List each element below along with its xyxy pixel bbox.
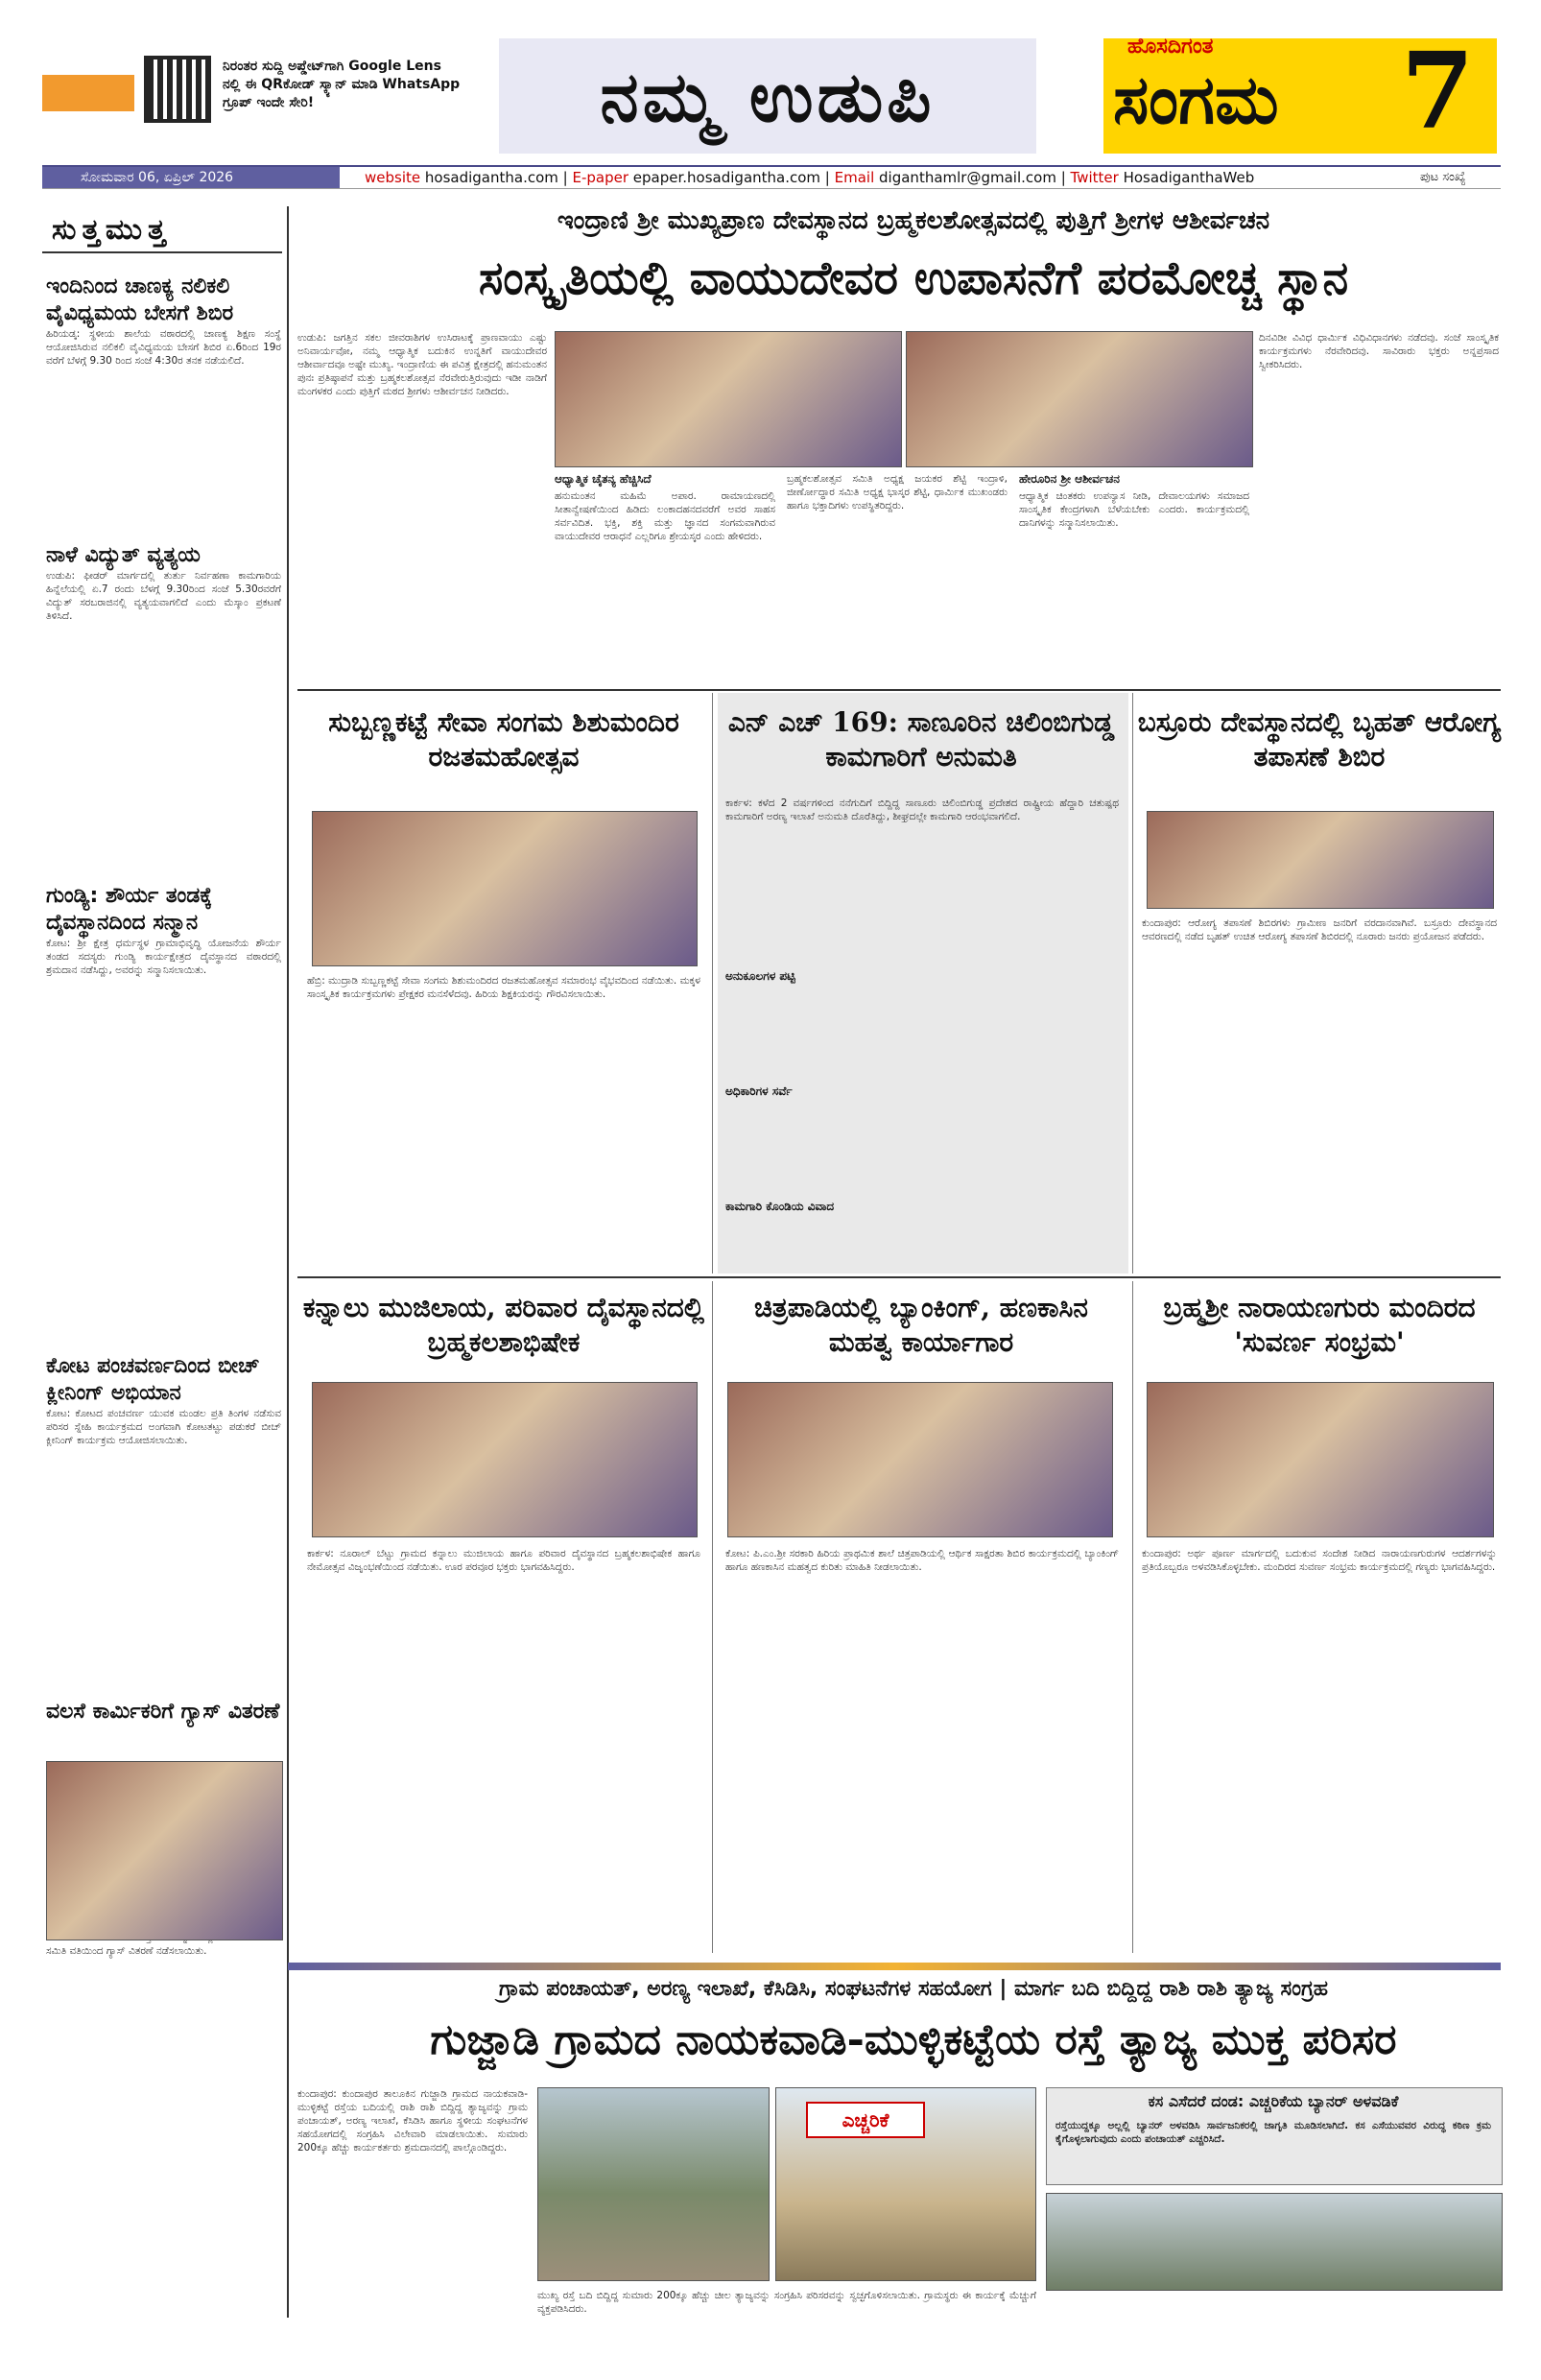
column-divider (1132, 693, 1133, 1273)
column-divider (1132, 1281, 1133, 1953)
story-photo (1147, 811, 1494, 909)
story-text: ಹೆಬ್ರಿ: ಮುದ್ರಾಡಿ ಸುಬ್ಬಣ್ಣಕಟ್ಟೆ ಸೇವಾ ಸಂಗಮ ಶಿಶುಮಂದಿರದ ರಜತಮಹೋತ್ಸವ ಸಮಾರಂಭ ವೈಭವದಿಂದ ನಡೆಯಿತು. ಮಕ್ಕಳ ಸಾಂಸ್ಕೃತಿಕ ಕಾರ್ಯಕ್ರಮಗಳು ಪ್ರೇಕ್ಷಕರ ಮನಸೆಳೆದವು. ಹಿರಿಯ ಶಿಕ್ಷಕಿಯರನ್ನು ಗೌರವಿಸಲಾಯಿತು. (307, 975, 700, 1000)
story-headline: ಎನ್ ಎಚ್ 169: ಸಾಣೂರಿನ ಚಿಲಿಂಬಿಗುಡ್ಡ ಕಾಮಗಾರಿಗೆ ಅನುಮತಿ (727, 706, 1115, 773)
sidebar-title: ಸುತ್ತಮುತ್ತ (52, 213, 172, 247)
sidebar-item-head: ಕೋಟ ಪಂಚವರ್ಣದಿಂದ ಬೀಚ್ ಕ್ಲೀನಿಂಗ್ ಅಭಿಯಾನ (46, 1354, 260, 1405)
bottom-text-2: ಮುಖ್ಯ ರಸ್ತೆ ಬದಿ ಬಿದ್ದಿದ್ದ ಸುಮಾರು 200ಕ್ಕೂ ಹೆಚ್ಚು ಚೀಲ ತ್ಯಾಜ್ಯವನ್ನು ಸಂಗ್ರಹಿಸಿ ಪರಿಸರವನ್ನು ಸ್ವಚ್ಛಗೊಳಿಸಲಾಯಿತು. ಗ್ರಾಮಸ್ಥರು ಈ ಕಾರ್ಯಕ್ಕೆ ಮೆಚ್ಚುಗೆ ವ್ಯಕ್ತಪಡಿಸಿದರು. (537, 2290, 1036, 2315)
lead-col-4: ಆಧ್ಯಾತ್ಮಿಕ ಚಿಂತಕರು ಉಪನ್ಯಾಸ ನೀಡಿ, ದೇವಾಲಯಗಳು ಸಮಾಜದ ಸಾಂಸ್ಕೃತಿಕ ಕೇಂದ್ರಗಳಾಗಿ ಬೆಳೆಯಬೇಕು ಎಂದರು. ಕಾರ್ಯಕ್ರಮದಲ್ಲಿ ದಾನಿಗಳನ್ನು ಸನ್ಮಾನಿಸಲಾಯಿತು. (1019, 490, 1249, 529)
story-text: ಕೋಟ: ಪಿ.ಎಂ.ಶ್ರೀ ಸರಕಾರಿ ಹಿರಿಯ ಪ್ರಾಥಮಿಕ ಶಾಲೆ ಚಿತ್ರಪಾಡಿಯಲ್ಲಿ ಆರ್ಥಿಕ ಸಾಕ್ಷರತಾ ಶಿಬಿರ ಕಾರ್ಯಕ್ರಮದಲ್ಲಿ ಬ್ಯಾಂಕಿಂಗ್ ಹಾಗೂ ಹಣಕಾಸಿನ ಮಹತ್ವದ ಕುರಿತು ಮಾಹಿತಿ ನೀಡಲಾಯಿತು. (725, 1548, 1119, 1573)
sidebar-item-text: ಉಡುಪಿ: ಫೀಡರ್ ಮಾರ್ಗದಲ್ಲಿ ತುರ್ತು ನಿರ್ವಹಣಾ ಕಾಮಗಾರಿಯ ಹಿನ್ನೆಲೆಯಲ್ಲಿ ಏ.7 ರಂದು ಬೆಳಗ್ಗೆ 9.30ರಿಂದ ಸಂಜೆ 5.30ರವರೆಗೆ ವಿದ್ಯುತ್ ಸರಬರಾಜಿನಲ್ಲಿ ವ್ಯತ್ಯಯವಾಗಲಿದೆ ಎಂದು ಮೆಸ್ಕಾಂ ಪ್ರಕಟಣೆ ತಿಳಿಸಿದೆ. (46, 570, 281, 622)
website-link[interactable]: hosadigantha.com (424, 169, 558, 186)
qr-code[interactable] (144, 56, 211, 123)
lead-kicker: ಇಂದ್ರಾಣಿ ಶ್ರೀ ಮುಖ್ಯಪ್ರಾಣ ದೇವಸ್ಥಾನದ ಬ್ರಹ್ಮಕಲಶೋತ್ಸವದಲ್ಲಿ ಪುತ್ತಿಗೆ ಶ್ರೀಗಳ ಆಶೀರ್ವಚನ (557, 206, 1270, 235)
info-links: website hosadigantha.com | E-paper epaper.hosadigantha.com | Email diganthamlr@gmail.com | Twitter HosadiganthaWeb (365, 169, 1255, 186)
lead-subhead-2: ಹೇರೂರಿನ ಶ್ರೀ ಆಶೀರ್ವಚನ (1019, 472, 1120, 486)
email-link[interactable]: diganthamlr@gmail.com (879, 169, 1056, 186)
story-photo (312, 811, 698, 966)
epaper-link[interactable]: epaper.hosadigantha.com (632, 169, 821, 186)
story-text: ಕಾರ್ಕಳ: ನೂರಾಲ್ ಬೆಟ್ಟು ಗ್ರಾಮದ ಕನ್ನಾಲು ಮುಜಿಲಾಯ ಹಾಗೂ ಪರಿವಾರ ದೈವಸ್ಥಾನದ ಬ್ರಹ್ಮಕಲಶಾಭಿಷೇಕ ಹಾಗೂ ನೇಮೋತ್ಸವ ವಿಜೃಂಭಣೆಯಿಂದ ನಡೆಯಿತು. ಊರ ಪರವೂರ ಭಕ್ತರು ಭಾಗವಹಿಸಿದ್ದರು. (307, 1548, 700, 1573)
lead-col-2: ಹನುಮಂತನ ಮಹಿಮೆ ಅಪಾರ. ರಾಮಾಯಣದಲ್ಲಿ ಸೀತಾನ್ವೇಷಣೆಯಿಂದ ಹಿಡಿದು ಲಂಕಾದಹನದವರೆಗೆ ಅವರ ಸಾಹಸ ಸರ್ವವಿದಿತ. ಭಕ್ತಿ, ಶಕ್ತಿ ಮತ್ತು ಜ್ಞಾನದ ಸಂಗಮವಾಗಿರುವ ವಾಯುದೇವರ ಆರಾಧನೆ ಎಲ್ಲರಿಗೂ ಶ್ರೇಯಸ್ಕರ ಎಂದು ಹೇಳಿದರು. (555, 490, 775, 542)
paper-title: ನಮ್ಮ ಉಡುಪಿ (600, 56, 936, 137)
page-tag: ಪುಟ ಸಂಖ್ಯೆ (1420, 170, 1466, 184)
epaper-label: E-paper (572, 169, 629, 186)
story-headline: ಕನ್ನಾಲು ಮುಜಿಲಾಯ, ಪರಿವಾರ ದೈವಸ್ಥಾನದಲ್ಲಿ ಬ್ರಹ್ಮಕಲಶಾಭಿಷೇಕ (302, 1292, 705, 1358)
story-photo (727, 1382, 1113, 1537)
bottom-photo-road (537, 2087, 770, 2281)
sidebar (42, 206, 289, 2318)
story-photo (312, 1382, 698, 1537)
story-subhead: ಕಾಮಗಾರಿ ಕೊಂಡಿಯ ವಿವಾದ (725, 1200, 835, 1213)
info-box-head: ಕಸ ಎಸೆದರೆ ದಂಡ: ಎಚ್ಚರಿಕೆಯ ಬ್ಯಾನರ್ ಅಳವಡಿಕೆ (1148, 2092, 1399, 2110)
qr-note: ನಿರಂತರ ಸುದ್ದಿ ಅಪ್ಡೇಟ್‌ಗಾಗಿ Google Lens ನಲ್ಲಿ ಈ QRಕೋಡ್ ಸ್ಕ್ಯಾನ್ ಮಾಡಿ WhatsApp ಗ್ರೂಪ್ ಇಂದೇ ಸೇರಿ! (223, 59, 461, 110)
sidebar-item-head: ವಲಸೆ ಕಾರ್ಮಿಕರಿಗೆ ಗ್ಯಾಸ್ ವಿತರಣೆ (46, 1700, 280, 1724)
page-number: 7 (1401, 29, 1475, 153)
story-photo (1147, 1382, 1494, 1537)
email-label: Email (834, 169, 875, 186)
sidebar-item-text: ಕೋಟ: ಶ್ರೀ ಕ್ಷೇತ್ರ ಧರ್ಮಸ್ಥಳ ಗ್ರಾಮಾಭಿವೃದ್ಧಿ ಯೋಜನೆಯ ಶೌರ್ಯ ತಂಡದ ಸದಸ್ಯರು ಗುಂಡ್ಯಿ ಕಾರ್ಯಕ್ಷೇತ್ರದ ದೈವಸ್ಥಾನದ ವಠಾರದಲ್ಲಿ ಶ್ರಮದಾನ ನಡೆಸಿದ್ದು, ಅವರನ್ನು ಸನ್ಮಾನಿಸಲಾಯಿತು. (46, 938, 281, 976)
twitter-link[interactable]: HosadiganthaWeb (1123, 169, 1255, 186)
sidebar-item-text: ಹಿರಿಯಡ್ಕ: ಸ್ಥಳೀಯ ಶಾಲೆಯ ವಠಾರದಲ್ಲಿ ಚಾಣಕ್ಯ ಶಿಕ್ಷಣ ಸಂಸ್ಥೆ ಆಯೋಜಿಸಿರುವ ನಲಿಕಲಿ ವೈವಿಧ್ಯಮಯ ಬೇಸಗೆ ಶಿಬಿರ ಏ.6ರಿಂದ 19ರ ವರೆಗೆ ಬೆಳಗ್ಗೆ 9.30 ರಿಂದ ಸಂಜೆ 4:30ರ ತನಕ ನಡೆಯಲಿದೆ. (46, 328, 281, 367)
sidebar-item-head: ಗುಂಡ್ಯಿ: ಶೌರ್ಯ ತಂಡಕ್ಕೆ ದೈವಸ್ಥಾನದಿಂದ ಸನ್ಮಾನ (46, 884, 213, 935)
lead-subhead-1: ಆಧ್ಯಾತ್ಮಿಕ ಚೈತನ್ಯ ಹೆಚ್ಚಿಸಿದೆ (555, 472, 652, 486)
story-headline: ಚಿತ್ರಪಾಡಿಯಲ್ಲಿ ಬ್ಯಾಂಕಿಂಗ್, ಹಣಕಾಸಿನ ಮಹತ್ವ ಕಾರ್ಯಾಗಾರ (754, 1292, 1088, 1358)
section-divider (297, 689, 1501, 691)
sidebar-item (46, 542, 281, 623)
column-divider (712, 1281, 713, 1953)
lead-headline: ಸಂಸ್ಕೃತಿಯಲ್ಲಿ ವಾಯುದೇವರ ಉಪಾಸನೆಗೆ ಪರಮೋಚ್ಚ ಸ್ಥಾನ (478, 251, 1349, 305)
brand-small: ಹೊಸದಿಗಂತ (1127, 35, 1214, 59)
warning-banner: ಎಚ್ಚರಿಕೆ (806, 2102, 925, 2138)
bottom-accent-band (288, 1963, 1501, 1970)
bottom-kicker: ಗ್ರಾಮ ಪಂಚಾಯತ್, ಅರಣ್ಯ ಇಲಾಖೆ, ಕೆಸಿಡಿಸಿ, ಸಂಘಟನೆಗಳ ಸಹಯೋಗ | ಮಾರ್ಗ ಬದಿ ಬಿದ್ದಿದ್ದ ರಾಶಿ ರಾಶಿ ತ್ಯಾಜ್ಯ ಸಂಗ್ರಹ (498, 1977, 1329, 2001)
sidebar-item-text: ಸಮಿತಿ ವತಿಯಿಂದ ಗ್ಯಾಸ್ ವಿತರಣೆ ನಡೆಸಲಾಯಿತು. (46, 1945, 207, 1957)
story-headline: ಬ್ರಹ್ಮಶ್ರೀ ನಾರಾಯಣಗುರು ಮಂದಿರದ 'ಸುವರ್ಣ ಸಂಭ್ರಮ' (1163, 1292, 1476, 1358)
sidebar-item-text: ಕೋಟ: ಕೋಟದ ಪಂಚವರ್ಣ ಯುವಕ ಮಂಡಲ ಪ್ರತಿ ತಿಂಗಳ ನಡೆಸುವ ಪರಿಸರ ಸ್ನೇಹಿ ಕಾರ್ಯಕ್ರಮದ ಅಂಗವಾಗಿ ಕೋಟತಟ್ಟು ಪಡುಕರೆ ಬೀಚ್ ಕ್ಲೀನಿಂಗ್ ಕಾರ್ಯಕ್ರಮ ಆಯೋಜಿಸಲಾಯಿತು. (46, 1408, 281, 1446)
brand-name: ಸಂಗಮ (1113, 60, 1279, 139)
bottom-photo-3 (1046, 2193, 1503, 2291)
story-subhead: ಅನುಕೂಲಗಳ ಪಟ್ಟಿ (725, 969, 795, 983)
lead-col-3: ಬ್ರಹ್ಮಕಲಶೋತ್ಸವ ಸಮಿತಿ ಅಧ್ಯಕ್ಷ ಜಯಕರ ಶೆಟ್ಟಿ ಇಂದ್ರಾಳಿ, ಜೀರ್ಣೋದ್ಧಾರ ಸಮಿತಿ ಅಧ್ಯಕ್ಷ ಭಾಸ್ಕರ ಶೆಟ್ಟಿ, ಧಾರ್ಮಿಕ ಮುಖಂಡರು ಹಾಗೂ ಭಕ್ತಾದಿಗಳು ಉಪಸ್ಥಿತರಿದ್ದರು. (787, 473, 1008, 512)
twitter-label: Twitter (1070, 169, 1119, 186)
bottom-headline: ಗುಜ್ಜಾಡಿ ಗ್ರಾಮದ ನಾಯಕವಾಡಿ-ಮುಳ್ಳಿಕಟ್ಟೆಯ ರಸ್ತೆ ತ್ಯಾಜ್ಯ ಮುಕ್ತ ಪರಿಸರ (430, 2015, 1397, 2064)
masthead-accent-bar (42, 75, 134, 111)
sidebar-rule (42, 251, 282, 253)
sidebar-photo (46, 1761, 283, 1940)
lead-col-1: ಉಡುಪಿ: ಜಗತ್ತಿನ ಸಕಲ ಜೀವರಾಶಿಗಳ ಉಸಿರಾಟಕ್ಕೆ ಪ್ರಾಣವಾಯು ಎಷ್ಟು ಅನಿವಾರ್ಯವೋ, ನಮ್ಮ ಆಧ್ಯಾತ್ಮಿಕ ಬದುಕಿನ ಉನ್ನತಿಗೆ ವಾಯುದೇವರ ಆಶೀರ್ವಾದವೂ ಅಷ್ಟೇ ಮುಖ್ಯ. ಇಂದ್ರಾಣಿಯ ಈ ಪವಿತ್ರ ಕ್ಷೇತ್ರದಲ್ಲಿ ಹನುಮಂತನ ಪುನಃ ಪ್ರತಿಷ್ಠಾಪನೆ ಮತ್ತು ಬ್ರಹ್ಮಕಲಶೋತ್ಸವ ನೆರವೇರುತ್ತಿರುವುದು ಇಡೀ ನಾಡಿಗೆ ಮಂಗಳಕರ ಎಂದು ಪುತ್ತಿಗೆ ಮಠದ ಶ್ರೀಗಳು ಆಶೀರ್ವಚನ ನೀಡಿದರು. (297, 332, 547, 397)
sidebar-item (46, 1353, 281, 1447)
info-box-text: ರಸ್ತೆಯುದ್ದಕ್ಕೂ ಅಲ್ಲಲ್ಲಿ ಬ್ಯಾನರ್ ಅಳವಡಿಸಿ ಸಾರ್ವಜನಿಕರಲ್ಲಿ ಜಾಗೃತಿ ಮೂಡಿಸಲಾಗಿದೆ. ಕಸ ಎಸೆಯುವವರ ವಿರುದ್ಧ ಕಠಿಣ ಕ್ರಮ ಕೈಗೊಳ್ಳಲಾಗುವುದು ಎಂದು ಪಂಚಾಯತ್ ಎಚ್ಚರಿಸಿದೆ. (1055, 2120, 1491, 2145)
story-headline: ಬಸ್ರೂರು ದೇವಸ್ಥಾನದಲ್ಲಿ ಬೃಹತ್ ಆರೋಗ್ಯ ತಪಾಸಣೆ ಶಿಬಿರ (1137, 706, 1502, 773)
section-divider (297, 1276, 1501, 1278)
website-label: website (365, 169, 421, 186)
sidebar-item (46, 883, 281, 977)
story-text: ಕುಂದಾಪುರ: ಆರೋಗ್ಯ ತಪಾಸಣೆ ಶಿಬಿರಗಳು ಗ್ರಾಮೀಣ ಜನರಿಗೆ ವರದಾನವಾಗಿವೆ. ಬಸ್ರೂರು ದೇವಸ್ಥಾನದ ಆವರಣದಲ್ಲಿ ನಡೆದ ಬೃಹತ್ ಉಚಿತ ಆರೋಗ್ಯ ತಪಾಸಣೆ ಶಿಬಿರದಲ್ಲಿ ನೂರಾರು ಜನರು ಪ್ರಯೋಜನ ಪಡೆದರು. (1142, 917, 1497, 942)
lead-col-5: ದಿನವಿಡೀ ವಿವಿಧ ಧಾರ್ಮಿಕ ವಿಧಿವಿಧಾನಗಳು ನಡೆದವು. ಸಂಜೆ ಸಾಂಸ್ಕೃತಿಕ ಕಾರ್ಯಕ್ರಮಗಳು ನೆರವೇರಿದವು. ಸಾವಿರಾರು ಭಕ್ತರು ಅನ್ನಪ್ರಸಾದ ಸ್ವೀಕರಿಸಿದರು. (1259, 332, 1499, 370)
lead-photo-1 (555, 331, 902, 467)
story-text: ಕಾರ್ಕಳ: ಕಳೆದ 2 ವರ್ಷಗಳಿಂದ ನನೆಗುದಿಗೆ ಬಿದ್ದಿದ್ದ ಸಾಣೂರು ಚಿಲಿಂಬಿಗುಡ್ಡ ಪ್ರದೇಶದ ರಾಷ್ಟ್ರೀಯ ಹೆದ್ದಾರಿ ಚತುಷ್ಪಥ ಕಾಮಗಾರಿಗೆ ಅರಣ್ಯ ಇಲಾಖೆ ಅನುಮತಿ ದೊರೆತಿದ್ದು, ಶೀಘ್ರದಲ್ಲೇ ಕಾಮಗಾರಿ ಆರಂಭವಾಗಲಿದೆ. (725, 797, 1119, 822)
column-divider (712, 693, 713, 1273)
issue-date: ಸೋಮವಾರ 06, ಏಪ್ರಿಲ್ 2026 (42, 167, 340, 188)
story-subhead: ಅಧಿಕಾರಿಗಳ ಸರ್ವೆ (725, 1084, 793, 1098)
lead-photo-2 (906, 331, 1253, 467)
sidebar-item (46, 1699, 281, 1958)
sidebar-item-head: ಇಂದಿನಿಂದ ಚಾಣಕ್ಯ ನಲಿಕಲಿ ವೈವಿಧ್ಯಮಯ ಬೇಸಗೆ ಶಿಬಿರ (46, 274, 234, 325)
sidebar-item (46, 274, 281, 368)
story-headline: ಸುಬ್ಬಣ್ಣಕಟ್ಟೆ ಸೇವಾ ಸಂಗಮ ಶಿಶುಮಂದಿರ ರಜತಮಹೋತ್ಸವ (328, 706, 679, 773)
bottom-text: ಕುಂದಾಪುರ: ಕುಂದಾಪುರ ತಾಲೂಕಿನ ಗುಜ್ಜಾಡಿ ಗ್ರಾಮದ ನಾಯಕವಾಡಿ-ಮುಳ್ಳಿಕಟ್ಟೆ ರಸ್ತೆಯ ಬದಿಯಲ್ಲಿ ರಾಶಿ ರಾಶಿ ಬಿದ್ದಿದ್ದ ತ್ಯಾಜ್ಯವನ್ನು ಗ್ರಾಮ ಪಂಚಾಯತ್, ಅರಣ್ಯ ಇಲಾಖೆ, ಕೆಸಿಡಿಸಿ ಹಾಗೂ ಸ್ಥಳೀಯ ಸಂಘಟನೆಗಳ ಸಹಯೋಗದಲ್ಲಿ ಸಂಗ್ರಹಿಸಿ ವಿಲೇವಾರಿ ಮಾಡಲಾಯಿತು. ಸುಮಾರು 200ಕ್ಕೂ ಹೆಚ್ಚು ಕಾರ್ಯಕರ್ತರು ಶ್ರಮದಾನದಲ್ಲಿ ಪಾಲ್ಗೊಂಡಿದ್ದರು. (297, 2088, 528, 2154)
story-text: ಕುಂದಾಪುರ: ಅರ್ಥ ಪೂರ್ಣ ಮಾರ್ಗದಲ್ಲಿ ಬದುಕುವ ಸಂದೇಶ ನೀಡಿದ ನಾರಾಯಣಗುರುಗಳ ಆದರ್ಶಗಳನ್ನು ಪ್ರತಿಯೊಬ್ಬರೂ ಅಳವಡಿಸಿಕೊಳ್ಳಬೇಕು. ಮಂದಿರದ ಸುವರ್ಣ ಸಂಭ್ರಮ ಕಾರ್ಯಕ್ರಮದಲ್ಲಿ ಗಣ್ಯರು ಭಾಗವಹಿಸಿದ್ದರು. (1142, 1548, 1497, 1573)
sidebar-item-head: ನಾಳೆ ವಿದ್ಯುತ್ ವ್ಯತ್ಯಯ (46, 543, 201, 567)
